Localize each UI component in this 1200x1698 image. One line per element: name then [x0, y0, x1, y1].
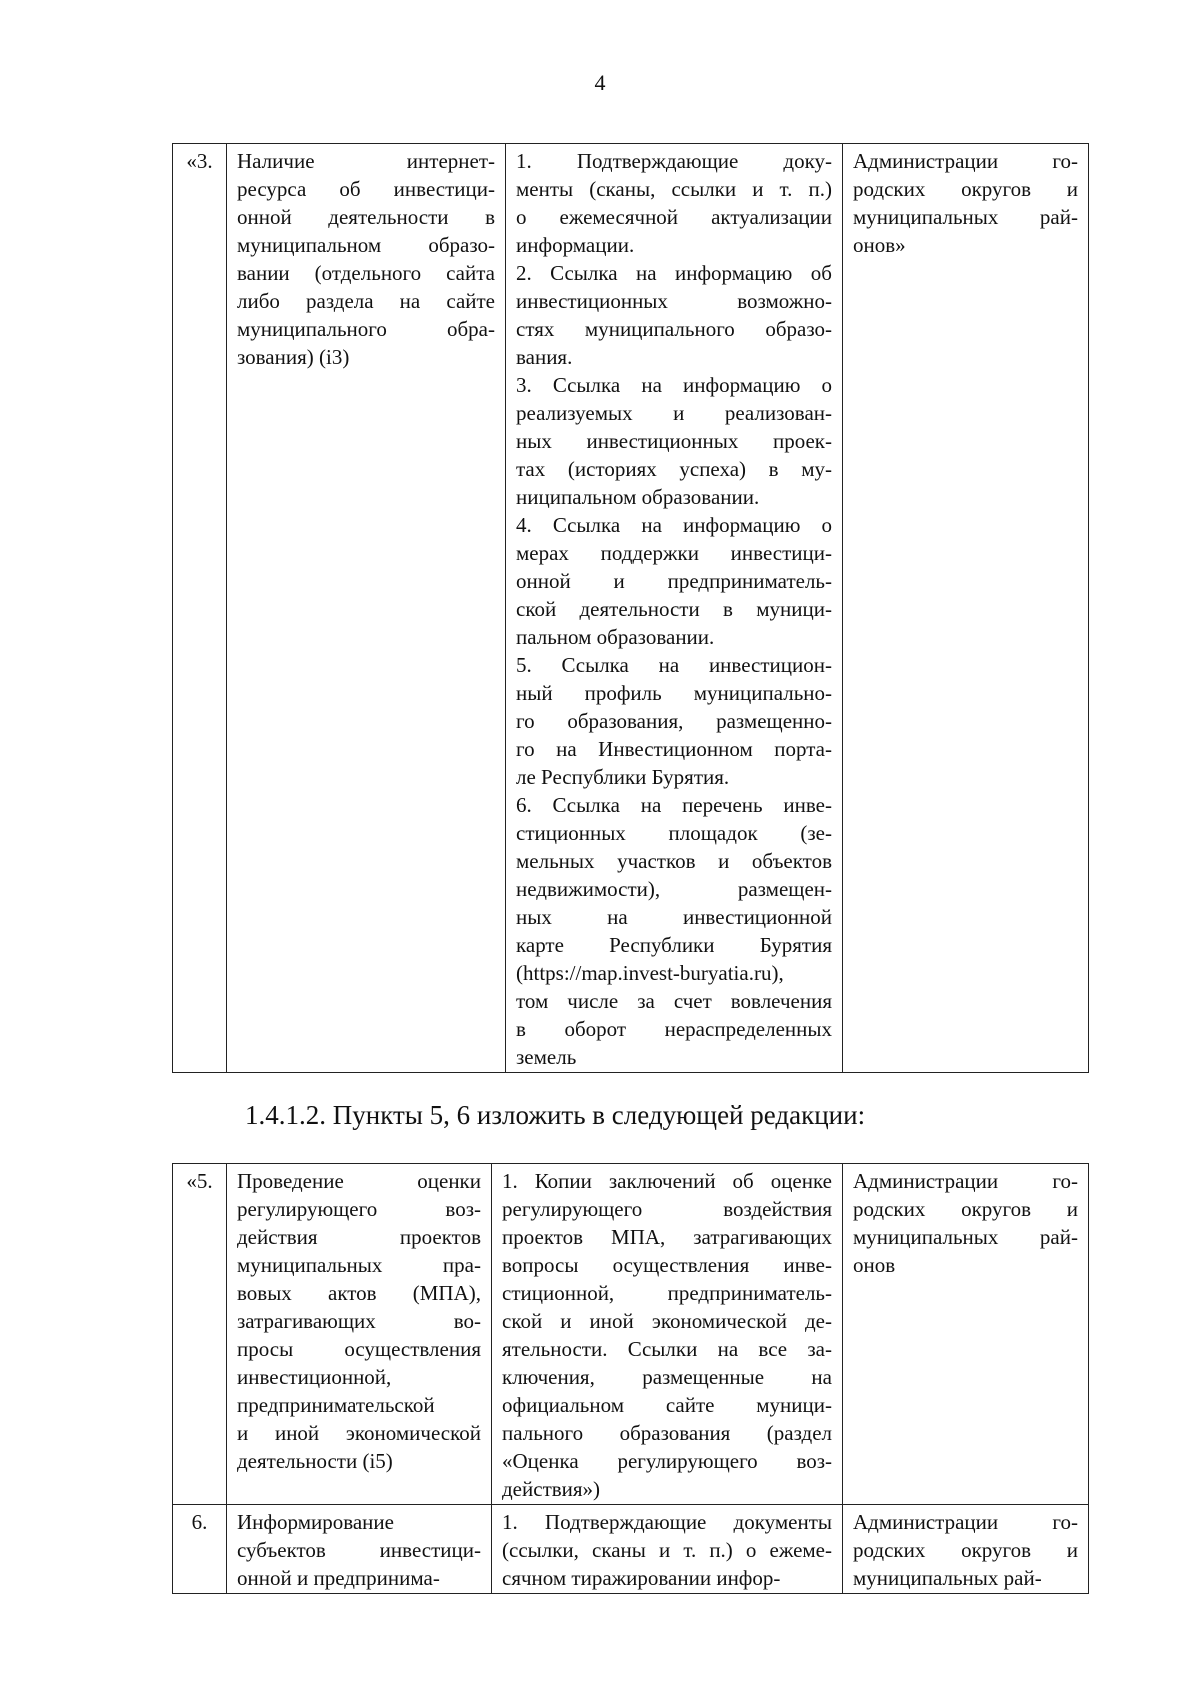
cell-text-line: регулирующего воздействия — [502, 1197, 832, 1221]
section-heading: 1.4.1.2. Пункты 5, 6 изложить в следующей редакции: — [245, 1100, 866, 1130]
cell-text-line: либо раздела на сайте — [237, 289, 495, 313]
cell-text-line: тах (историях успеха) в му- — [516, 457, 832, 481]
cell-text-line: недвижимости), размещен- — [516, 877, 832, 901]
cell-text-line: мельных участков и объектов — [516, 849, 832, 873]
cell-text-line: о ежемесячной актуализации — [516, 205, 832, 229]
cell-text-line: 1. Подтверждающие документы — [502, 1510, 832, 1534]
cell-text-line: ле Республики Бурятия. — [516, 765, 730, 789]
indicator-cell — [227, 144, 506, 1073]
cell-text-line: пальном образовании. — [516, 625, 715, 649]
table-row — [173, 144, 1089, 1073]
cell-text-line: официальном сайте муници- — [502, 1393, 832, 1417]
cell-text-line: Администрации го- — [853, 1169, 1078, 1193]
cell-text-line: 1. Копии заключений об оценке — [502, 1169, 832, 1193]
cell-text-line: в оборот нераспределенных — [516, 1017, 832, 1041]
cell-text-line: онов» — [853, 233, 906, 257]
cell-text-line: муниципальных рай- — [853, 1566, 1042, 1590]
cell-text-line: и иной экономической — [237, 1421, 481, 1445]
table-row — [173, 1505, 1089, 1594]
documents-cell — [506, 144, 843, 1073]
cell-text-line: просы осуществления — [237, 1337, 481, 1361]
cell-text-line: карте Республики Бурятия — [516, 933, 832, 957]
cell-text-line: родских округов и — [853, 1538, 1078, 1562]
cell-text-line: онов — [853, 1253, 896, 1277]
cell-text-line: вовых актов (МПА), — [237, 1281, 481, 1305]
cell-text-line: «Оценка регулирующего воз- — [502, 1449, 832, 1473]
cell-text-line: ный профиль муниципально- — [516, 681, 832, 705]
cell-text-line: онной и предприниматель- — [516, 569, 832, 593]
responsible-cell — [843, 1505, 1089, 1594]
responsible-cell — [843, 144, 1089, 1073]
cell-text-line: ных инвестиционных проек- — [516, 429, 832, 453]
cell-text-line: родских округов и — [853, 177, 1078, 201]
cell-text-line: муниципальных рай- — [853, 205, 1078, 229]
cell-text-line: 1. Подтверждающие доку- — [516, 149, 832, 173]
cell-text-line: ных на инвестиционной — [516, 905, 832, 929]
cell-text-line: информации. — [516, 233, 635, 257]
cell-text-line: субъектов инвестици- — [237, 1538, 481, 1562]
indicator-cell — [227, 1505, 492, 1594]
cell-text-line: деятельности (i5) — [237, 1449, 393, 1473]
cell-text-line: 3. Ссылка на информацию о — [516, 373, 832, 397]
cell-text-line: регулирующего воз- — [237, 1197, 481, 1221]
cell-text-line: предпринимательской — [237, 1393, 435, 1417]
cell-text-line: (ссылки, сканы и т. п.) о ежеме- — [502, 1538, 832, 1562]
cell-text-line: 4. Ссылка на информацию о — [516, 513, 832, 537]
cell-text-line: затрагивающих во- — [237, 1309, 481, 1333]
cell-text-line: действия проектов — [237, 1225, 481, 1249]
row-number: «5. — [173, 1164, 227, 1505]
cell-text-line: муниципальном образо- — [237, 233, 495, 257]
cell-text-line: инвестиционных возможно- — [516, 289, 832, 313]
cell-text-line: онной и предпринима- — [237, 1566, 440, 1590]
cell-text-line: том числе за счет вовлечения — [516, 989, 832, 1013]
page-number: 4 — [594, 70, 606, 95]
cell-text-line: Информирование — [237, 1510, 394, 1534]
documents-cell — [492, 1164, 843, 1505]
row-number: 6. — [173, 1505, 227, 1594]
indicator-table-1 — [172, 143, 1089, 1073]
cell-text-line: пального образования (раздел — [502, 1421, 832, 1445]
cell-text-line: Наличие интернет- — [237, 149, 495, 173]
cell-text-line: стиционной, предприниматель- — [502, 1281, 832, 1305]
responsible-cell — [843, 1164, 1089, 1505]
row-number: «3. — [173, 144, 227, 1073]
cell-text-line: стиционных площадок (зе- — [516, 821, 832, 845]
cell-text-line: 6. Ссылка на перечень инве- — [516, 793, 832, 817]
cell-text-line: сячном тиражировании инфор- — [502, 1566, 781, 1590]
cell-text-line: го образования, размещенно- — [516, 709, 832, 733]
cell-text-line: земель — [516, 1045, 577, 1069]
cell-text-line: родских округов и — [853, 1197, 1078, 1221]
cell-text-line: вопросы осуществления инве- — [502, 1253, 832, 1277]
cell-text-line: действия») — [502, 1477, 601, 1501]
cell-text-line: зования) (i3) — [237, 345, 350, 369]
cell-text-line: стях муниципального образо- — [516, 317, 832, 341]
cell-text-line: ключения, размещенные на — [502, 1365, 832, 1389]
table-row — [173, 1164, 1089, 1505]
indicator-cell — [227, 1164, 492, 1505]
cell-text-line: ресурса об инвестици- — [237, 177, 495, 201]
cell-text-line: мерах поддержки инвестици- — [516, 541, 832, 565]
indicator-table-2 — [172, 1163, 1089, 1594]
cell-text-line: го на Инвестиционном порта- — [516, 737, 832, 761]
cell-text-line: (https://map.invest-buryatia.ru), — [516, 961, 784, 985]
cell-text-line: Администрации го- — [853, 149, 1078, 173]
cell-text-line: ятельности. Ссылки на все за- — [502, 1337, 832, 1361]
cell-text-line: вания. — [516, 345, 573, 369]
cell-text-line: ниципальном образовании. — [516, 485, 760, 509]
cell-text-line: менты (сканы, ссылки и т. п.) — [516, 177, 832, 201]
cell-text-line: муниципальных рай- — [853, 1225, 1078, 1249]
cell-text-line: 5. Ссылка на инвестицион- — [516, 653, 832, 677]
cell-text-line: ской и иной экономической де- — [502, 1309, 832, 1333]
cell-text-line: онной деятельности в — [237, 205, 495, 229]
cell-text-line: муниципальных пра- — [237, 1253, 481, 1277]
documents-cell — [492, 1505, 843, 1594]
cell-text-line: 2. Ссылка на информацию об — [516, 261, 832, 285]
cell-text-line: инвестиционной, — [237, 1365, 392, 1389]
cell-text-line: реализуемых и реализован- — [516, 401, 832, 425]
cell-text-line: Проведение оценки — [237, 1169, 481, 1193]
cell-text-line: проектов МПА, затрагивающих — [502, 1225, 832, 1249]
cell-text-line: ской деятельности в муници- — [516, 597, 832, 621]
cell-text-line: вании (отдельного сайта — [237, 261, 495, 285]
cell-text-line: Администрации го- — [853, 1510, 1078, 1534]
cell-text-line: муниципального обра- — [237, 317, 495, 341]
